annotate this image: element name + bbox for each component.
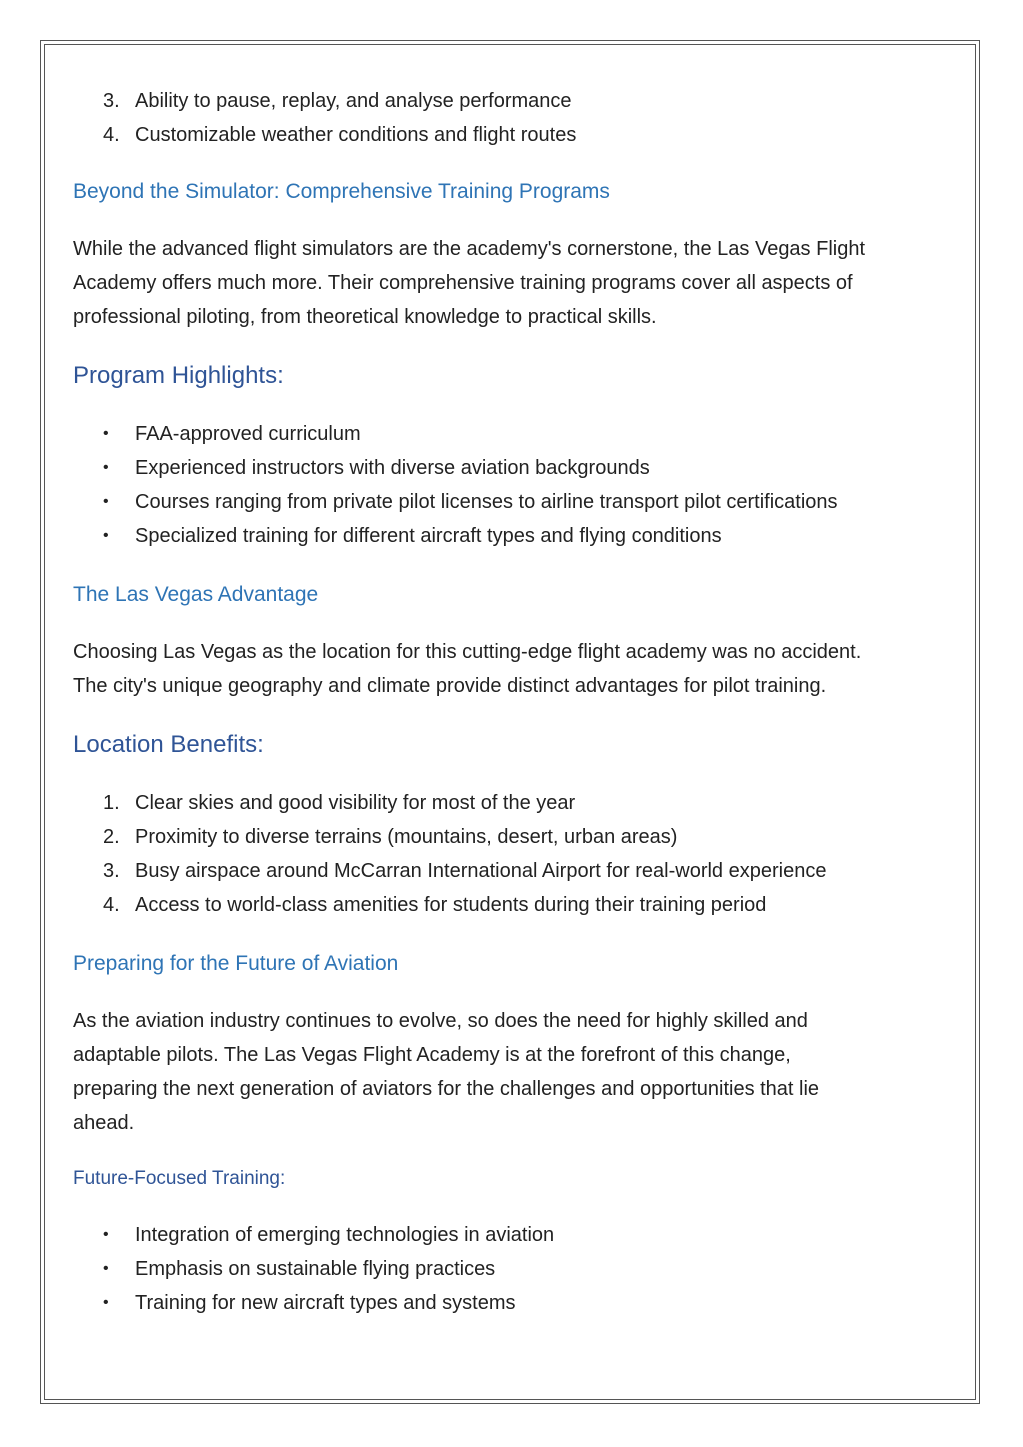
heading-las-vegas-advantage: The Las Vegas Advantage	[73, 583, 319, 606]
heading-future-focused-training: Future-Focused Training:	[73, 1168, 286, 1189]
bullet-icon: •	[103, 1226, 109, 1243]
list-item: • Experienced instructors with diverse aviation backgrounds	[73, 451, 953, 485]
list-item: 4. Customizable weather conditions and flight routes	[103, 124, 577, 146]
bullet-icon: •	[103, 1294, 109, 1311]
heading-beyond-simulator: Beyond the Simulator: Comprehensive Training Programs	[73, 180, 610, 203]
paragraph-line: ahead.	[73, 1112, 135, 1134]
paragraph-line: professional piloting, from theoretical knowledge to practical skills.	[73, 306, 657, 328]
paragraph-line: As the aviation industry continues to evolve, so does the need for highly skilled and	[73, 1010, 808, 1032]
list-item: 2. Proximity to diverse terrains (mountains, desert, urban areas)	[103, 826, 678, 848]
paragraph-beyond	[73, 232, 953, 334]
paragraph-line: adaptable pilots. The Las Vegas Flight Academy is at the forefront of this change,	[73, 1044, 791, 1066]
list-item: 3. Busy airspace around McCarran International Airport for real-world experience	[103, 860, 827, 882]
future-training-list	[73, 1218, 953, 1320]
list-item: 4. Access to world-class amenities for students during their training period	[103, 894, 767, 916]
list-item: • Courses ranging from private pilot licenses to airline transport pilot certifications	[73, 485, 953, 519]
paragraph-future	[73, 1004, 953, 1140]
list-item: 3. Ability to pause, replay, and analyse performance	[103, 90, 572, 112]
bullet-icon: •	[103, 459, 109, 476]
paragraph-line: The city's unique geography and climate provide distinct advantages for pilot training.	[73, 675, 827, 697]
heading-program-highlights: Program Highlights:	[73, 362, 284, 389]
list-item: • FAA-approved curriculum	[73, 417, 953, 451]
document-body	[73, 84, 953, 1320]
list-item: • Training for new aircraft types and systems	[73, 1286, 953, 1320]
bullet-icon: •	[103, 425, 109, 442]
paragraph-line: preparing the next generation of aviators for the challenges and opportunities that lie	[73, 1078, 820, 1100]
program-highlights-list	[73, 417, 953, 553]
list-item: • Integration of emerging technologies in aviation	[73, 1218, 953, 1252]
simulator-features-list	[73, 84, 953, 152]
location-benefits-list	[73, 786, 953, 922]
heading-location-benefits: Location Benefits:	[73, 731, 264, 758]
paragraph-line: Choosing Las Vegas as the location for this cutting-edge flight academy was no accident.	[73, 641, 862, 663]
heading-future-of-aviation: Preparing for the Future of Aviation	[73, 952, 399, 975]
bullet-icon: •	[103, 1260, 109, 1277]
list-item: 1. Clear skies and good visibility for most of the year	[103, 792, 576, 814]
list-item: • Specialized training for different aircraft types and flying conditions	[73, 519, 953, 553]
paragraph-line: Academy offers much more. Their comprehensive training programs cover all aspects of	[73, 272, 853, 294]
bullet-icon: •	[103, 527, 109, 544]
paragraph-line: While the advanced flight simulators are the academy's cornerstone, the Las Vegas Flight	[73, 238, 866, 260]
paragraph-advantage	[73, 635, 953, 703]
bullet-icon: •	[103, 493, 109, 510]
list-item: • Emphasis on sustainable flying practices	[73, 1252, 953, 1286]
